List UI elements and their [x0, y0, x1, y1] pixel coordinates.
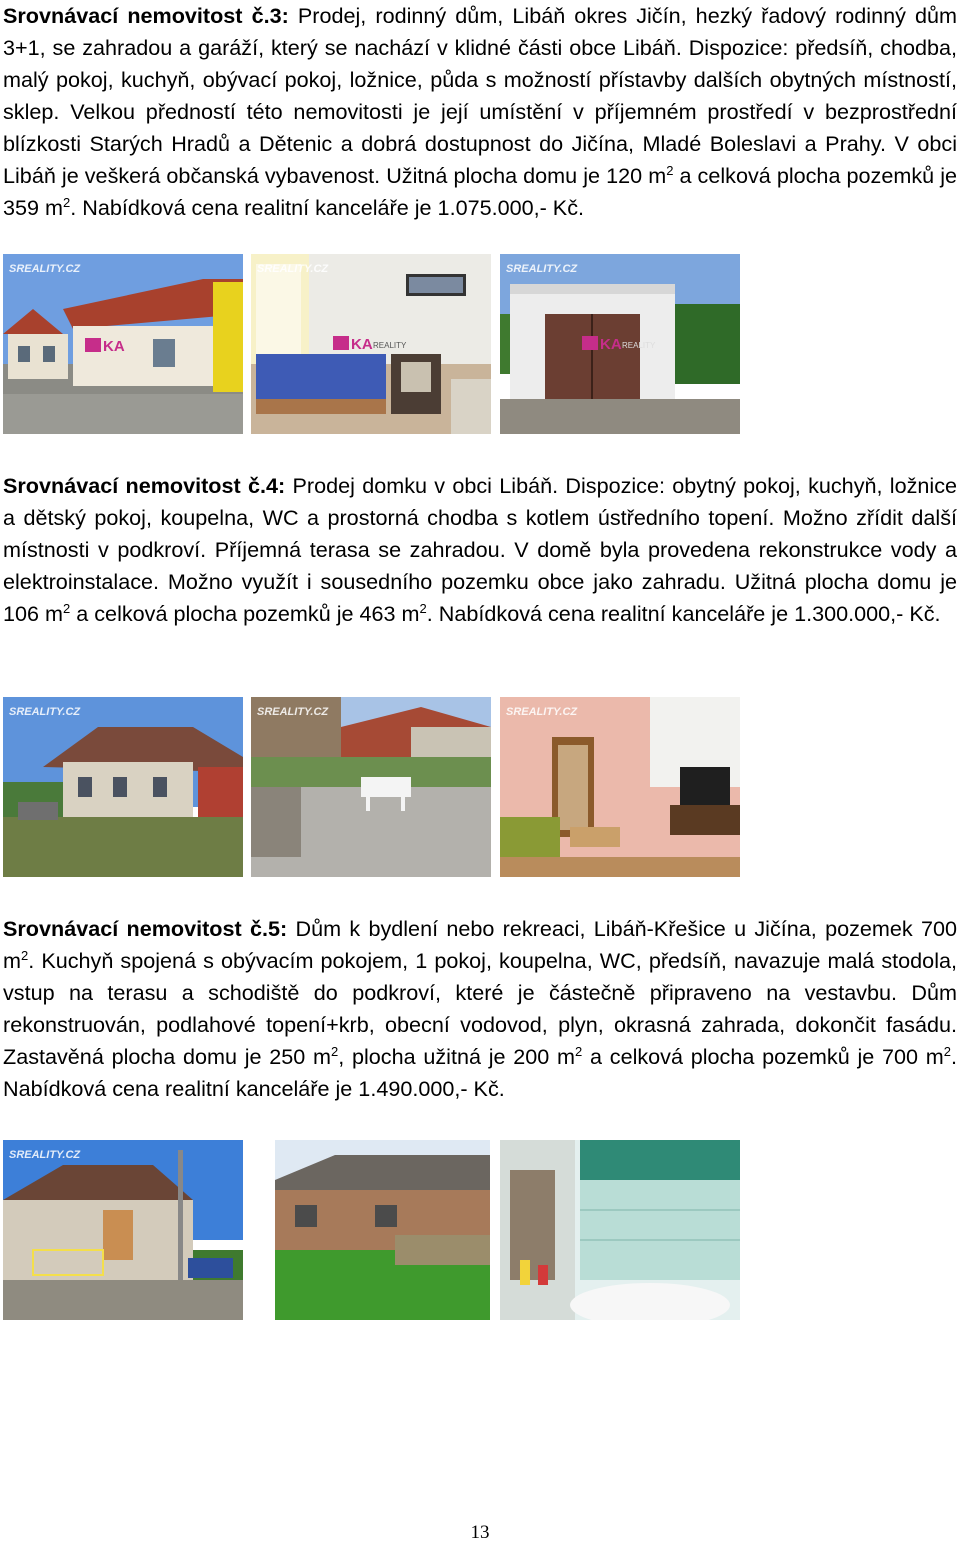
svg-text:SREALITY.CZ: SREALITY.CZ	[9, 263, 81, 275]
house-exterior-photo	[3, 254, 243, 434]
property-5-description: Srovnávací nemovitost č.5: Dům k bydlení nebo rekreaci, Libáň-Křešice u Jičína, pozemek 700 $m^2$. Kuchyň spojená s obývacím pokojem, 1 pokoj, koupelna, WC, předsíň, navazuje malá stodola, vstup na terasu a schodiště do podkroví, které je částečně připraveno na vestavbu. Dům rekonstruován, podlahové topení+krb, obecní vodovod, plyn, okrasná zahrada, dokončit fasádu. Zastavěná plocha domu je 250 $m^2$, plocha užitná je 200 $m^2$ a celková plocha pozemků je 700 $m^2$. Nabídková cena realitní kanceláře je 1.490.000,- Kč.	[3, 916, 958, 1101]
svg-text:SREALITY.CZ: SREALITY.CZ	[9, 706, 81, 718]
property-5-photos	[3, 1140, 743, 1320]
property-3-photos	[3, 254, 743, 434]
property-4-heading: Srovnávací nemovitost č.4:	[3, 473, 286, 498]
property-3-section	[3, 0, 957, 224]
svg-text:REALITY: REALITY	[622, 341, 656, 350]
house-exterior-photo	[3, 697, 243, 877]
terrace-photo	[251, 697, 491, 877]
page-number: 13	[470, 1522, 490, 1543]
bedroom-photo	[251, 254, 491, 434]
property-3-description: Srovnávací nemovitost č.3: Prodej, rodinný dům, Libáň okres Jičín, hezký řadový rodinný dům 3+1, se zahradou a garáží, který se nachází v klidné části obce Libáň. Dispozice: předsíň, chodba, malý pokoj, kuchyň, obývací pokoj, ložnice, půda s možností přístavby dalších obytných místností, sklep. Velkou předností této nemovitosti je její umístění v příjemném prostředí v bezprostřední blízkosti Starých Hradů a Dětenic a dobrá dostupnost do Jičína, Mladé Boleslavi a Prahy. V obci Libáň je veškerá občanská vybavenost. Užitná plocha domu je 120 $m^2$ a celková plocha pozemků je 359 $m^2$. Nabídková cena realitní kanceláře je 1.075.000,- Kč.	[3, 3, 957, 220]
property-4-section	[3, 470, 957, 630]
svg-text:KA: KA	[103, 338, 125, 355]
property-3-heading: Srovnávací nemovitost č.3:	[3, 3, 289, 28]
svg-text:SREALITY.CZ: SREALITY.CZ	[257, 263, 329, 275]
svg-text:KA: KA	[600, 336, 622, 353]
svg-text:SREALITY.CZ: SREALITY.CZ	[506, 706, 578, 718]
property-5-section	[3, 913, 957, 1105]
bathroom-photo	[500, 1140, 740, 1320]
svg-text:KA: KA	[351, 336, 373, 353]
garage-photo	[500, 254, 740, 434]
property-5-heading: Srovnávací nemovitost č.5:	[3, 916, 288, 941]
svg-text:SREALITY.CZ: SREALITY.CZ	[506, 263, 578, 275]
svg-text:REALITY: REALITY	[373, 341, 407, 350]
property-4-photos	[3, 697, 743, 877]
living-room-photo	[500, 697, 740, 877]
house-exterior-photo	[3, 1140, 243, 1320]
svg-text:SREALITY.CZ: SREALITY.CZ	[9, 1149, 81, 1161]
courtyard-photo	[275, 1140, 490, 1320]
property-4-description: Srovnávací nemovitost č.4: Prodej domku v obci Libáň. Dispozice: obytný pokoj, kuchyň, ložnice a dětský pokoj, koupelna, WC a prostorná chodba s kotlem ústředního topení. Možno zřídit další místnosti v podkroví. Příjemná terasa se zahradou. V domě byla provedena rekonstrukce vody a elektroinstalace. Možno využít i sousedního pozemku obce jako zahradu. Užitná plocha domu je 106 $m^2$ a celková plocha pozemků je 463 $m^2$. Nabídková cena realitní kanceláře je 1.300.000,- Kč.	[3, 473, 957, 626]
svg-text:SREALITY.CZ: SREALITY.CZ	[257, 706, 329, 718]
